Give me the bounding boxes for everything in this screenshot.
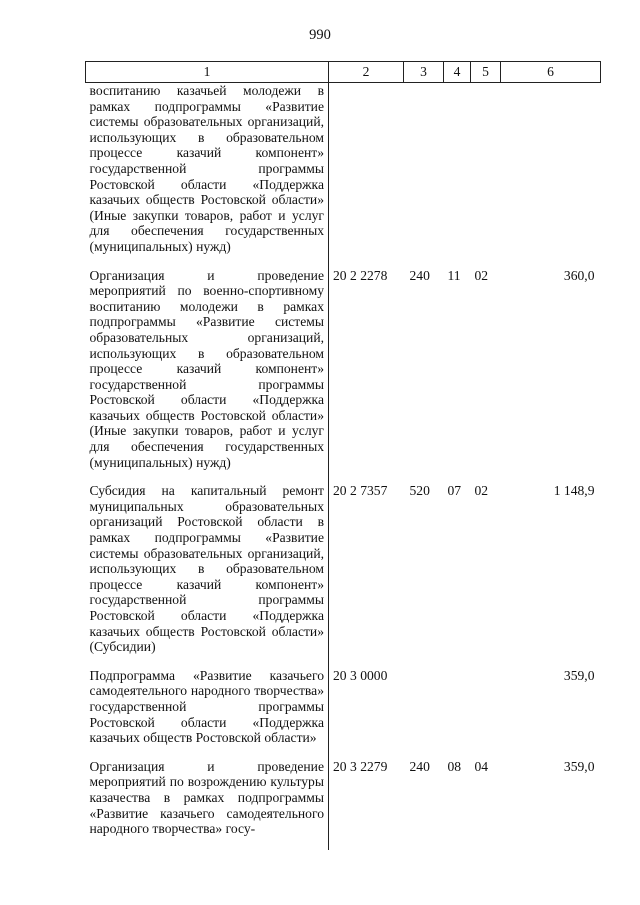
row-amount: 360,0 bbox=[563, 267, 595, 283]
row-subsection: 02 bbox=[474, 483, 489, 499]
row-expense-type: 240 bbox=[409, 758, 430, 774]
row-amount: 359,0 bbox=[563, 758, 595, 774]
row-section: 08 bbox=[447, 758, 462, 774]
column-header-5: 5 bbox=[471, 62, 501, 83]
column-header-1: 1 bbox=[86, 62, 329, 83]
column-header-2: 2 bbox=[329, 62, 404, 83]
row-description: Субсидия на капитальный ремонт муниципальных образовательных организаций Ростовской области в рамках подпрограммы «Развитие системы образовательных организаций, использующих в образовательном процессе казачий компонент» государственной программы Ростовской области «Поддержка казачьих обществ Ростовской области» (Субсидии) bbox=[86, 483, 329, 668]
row-target-code: 20 2 2278 bbox=[333, 267, 388, 283]
row-target-code: 20 2 7357 bbox=[333, 483, 388, 499]
table-row bbox=[86, 668, 601, 759]
table-row bbox=[86, 483, 601, 668]
column-header-3: 3 bbox=[404, 62, 444, 83]
row-subsection: 02 bbox=[474, 267, 489, 283]
row-section bbox=[444, 668, 471, 759]
row-description: Организация и проведение мероприятий по военно-спортивному воспитанию молодежи в рамках подпрограммы «Развитие системы образовательных организаций, использующих в образовательном процессе казачий компонент» государственной программы Ростовской области «Поддержка казачьих обществ Ростовской области» (Иные закупки товаров, работ и услуг для обеспечения государственных (муниципальных) нужд) bbox=[86, 268, 329, 484]
row-expense-type bbox=[404, 668, 444, 759]
row-subsection bbox=[471, 668, 501, 759]
table-body bbox=[86, 83, 601, 850]
row-description: Организация и проведение мероприятий по возрождению культуры казачества в рамках подпрограммы «Развитие казачьего самодеятельного народного творчества» госу- bbox=[86, 759, 329, 850]
page-number: 990 bbox=[309, 27, 331, 43]
row-subsection: 04 bbox=[474, 758, 489, 774]
row-amount: 359,0 bbox=[563, 667, 595, 683]
row-section bbox=[444, 83, 471, 268]
row-description: Подпрограмма «Развитие казачьего самодеятельного народного творчества» государственной программы Ростовской области «Поддержка казачьих обществ Ростовской области» bbox=[86, 668, 329, 759]
table-row bbox=[86, 268, 601, 484]
row-expense-type bbox=[404, 83, 444, 268]
row-amount: 1 148,9 bbox=[553, 483, 595, 499]
row-expense-type: 240 bbox=[409, 267, 430, 283]
table-row bbox=[86, 759, 601, 850]
row-target-code: 20 3 2279 bbox=[333, 758, 388, 774]
row-subsection bbox=[471, 83, 501, 268]
table-header bbox=[86, 62, 601, 83]
header-row bbox=[86, 62, 601, 83]
column-header-4: 4 bbox=[444, 62, 471, 83]
row-target-code: 20 3 0000 bbox=[333, 667, 388, 683]
column-header-6: 6 bbox=[501, 62, 601, 83]
table-row bbox=[86, 83, 601, 268]
row-section: 11 bbox=[447, 267, 461, 283]
row-section: 07 bbox=[447, 483, 462, 499]
row-amount bbox=[501, 83, 601, 268]
row-description: воспитанию казачьей молодежи в рамках подпрограммы «Развитие системы образовательных организаций, использующих в образовательном процессе казачий компонент» государственной программы Ростовской области «Поддержка казачьих обществ Ростовской области» (Иные закупки товаров, работ и услуг для обеспечения государственных (муниципальных) нужд) bbox=[86, 83, 329, 268]
row-target-code bbox=[329, 83, 404, 268]
row-expense-type: 520 bbox=[409, 483, 430, 499]
budget-table bbox=[85, 61, 601, 850]
